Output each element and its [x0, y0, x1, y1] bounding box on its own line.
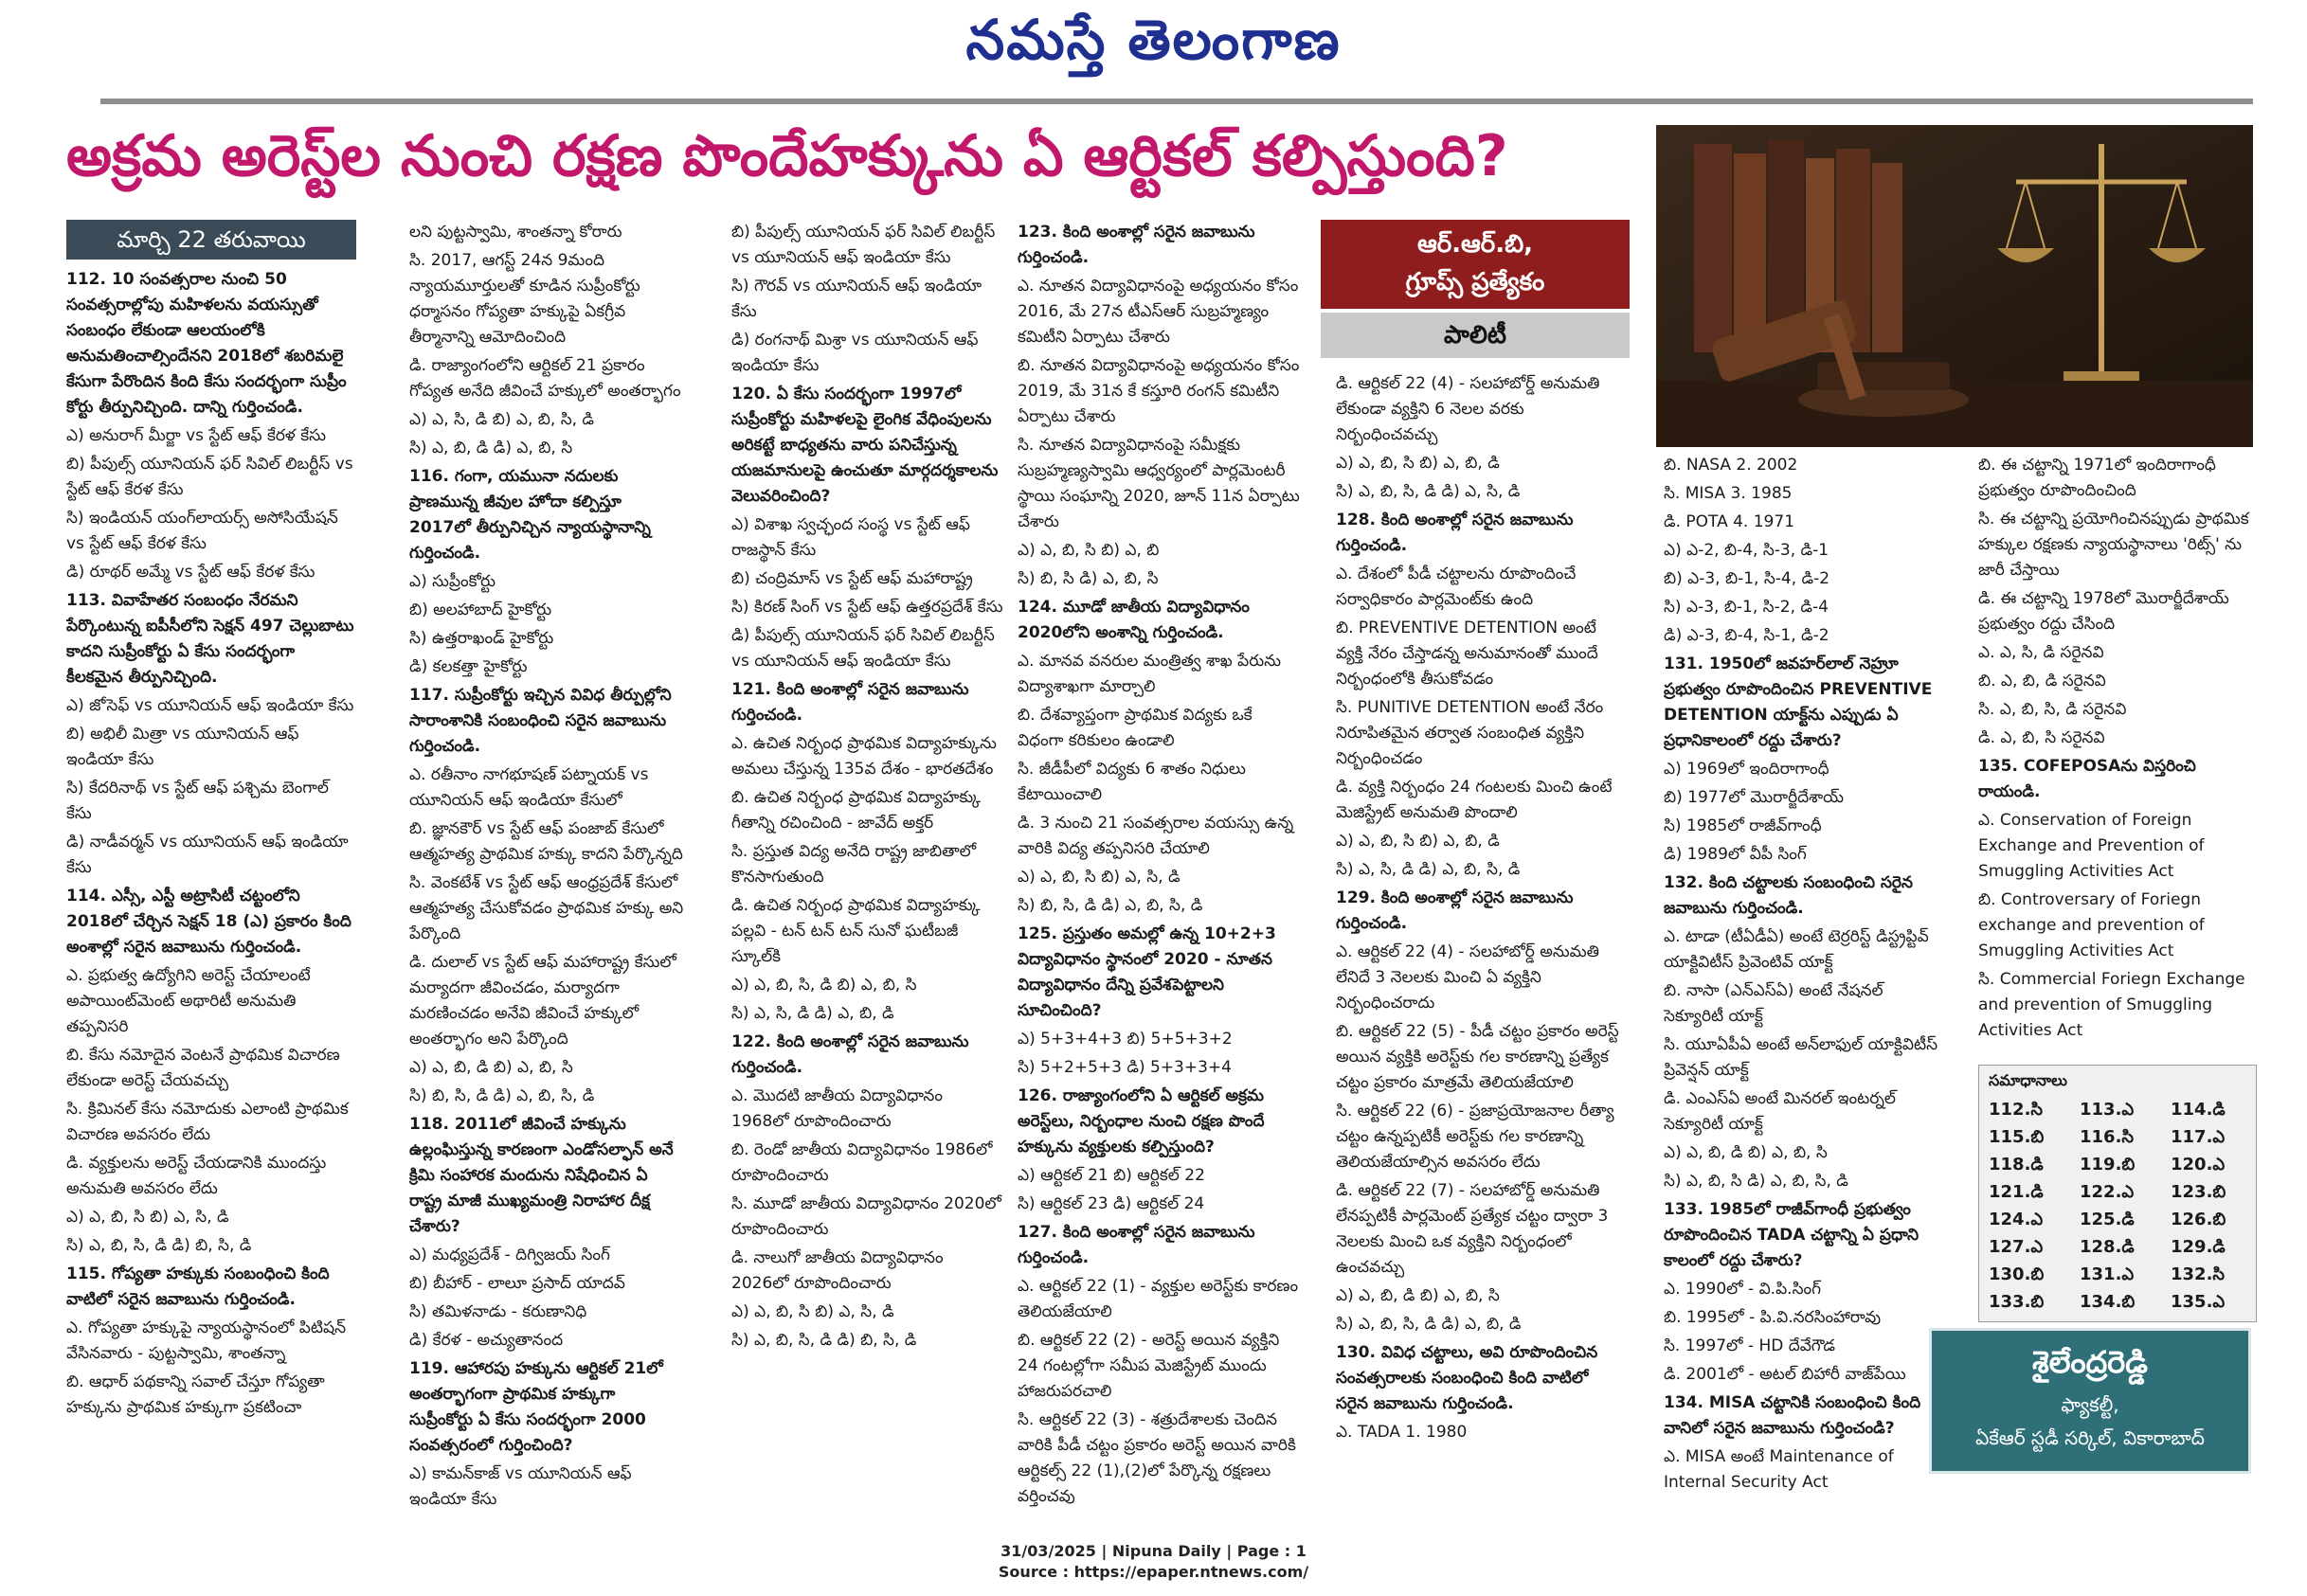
question-text: 120. ఏ కేసు సందర్భంగా 1997లో సుప్రీంకోర్టు మహిళలపై లైంగిక వేధింపులను అరికట్టే బాధ్యతను వారు పనిచేస్తున్న యజమానులపై ఉంచుతూ మార్గదర్శకాలను వెలువరించింది? — [731, 385, 999, 506]
question-text: 124. మూడో జాతీయ విద్యావిధానం 2020లోని అంశాన్ని గుర్తించండి. — [1018, 598, 1250, 642]
masthead — [0, 0, 2307, 95]
option-text: బి. ఆర్టికల్ 22 (2) - అరెస్ట్ అయిన వ్యక్తిని 24 గంటల్లోగా సమీప మెజిస్ట్రేట్ ముందు హాజరుపరచాలి — [1018, 1331, 1280, 1401]
option-text: బి. NASA 2. 2002 — [1664, 456, 1798, 475]
answers-box — [1978, 1065, 2257, 1322]
option-text: సి) బి, సి డి) ఎ, బి, సి — [1018, 569, 1159, 588]
page-headline: అక్రమ అరెస్ట్‌ల నుంచి రక్షణ పొందేహక్కును ఏ ఆర్టికల్ కల్పిస్తుంది? — [66, 123, 1508, 189]
question-text: 135. COFEPOSAను విస్తరించి రాయండి. — [1978, 757, 2196, 801]
answer-item: 117.ఎ — [2171, 1127, 2226, 1147]
option-text: ఎ) ఎ, సి, డి బి) ఎ, బి, సి, డి — [409, 410, 595, 429]
question-text: 118. 2011లో జీవించే హక్కును ఉల్లంఘిస్తున్న కారణంగా ఎండోసల్ఫాన్ అనే క్రిమి సంహారక మందును నిషేధించిన ఏ రాష్ట్ర మాజీ ముఖ్యమంత్రి నిరాహార దీక్ష చేశారు? — [409, 1115, 674, 1236]
answer-item: 124.ఎ — [1989, 1210, 2044, 1229]
option-text: ఎ) ఎ, బి, సి బి) ఎ, సి, డి — [731, 1302, 894, 1321]
option-text: డి. 2001లో - అటల్ బిహారీ వాజ్‌పేయి — [1664, 1365, 1906, 1384]
option-text: డి) ఎ-3, బి-4, సి-1, డి-2 — [1664, 626, 1829, 645]
column-3 — [731, 220, 1004, 1546]
masthead-title: నమస్తే తెలంగాణ — [965, 8, 1342, 72]
option-text: ఎ. 1990లో - వి.పి.సింగ్ — [1664, 1280, 1822, 1299]
option-text: ఎ) విశాఖ స్వచ్ఛంద సంస్థ vs స్టేట్ ఆఫ్ రాజస్థాన్ కేసు — [731, 515, 970, 560]
option-text: డి. ఆర్టికల్ 22 (7) - సలహాబోర్డ్ అనుమతి లేనప్పటికీ పార్లమెంట్ ప్రత్యేక చట్టం ద్వారా 3 నెలలకు మించి ఒక వ్యక్తిని నిర్బంధంలో ఉంచవచ్చు — [1336, 1181, 1609, 1277]
question-text: 132. కింది చట్టాలకు సంబంధించి సరైన జవాబును గుర్తించండి. — [1664, 873, 1913, 918]
question-text: 116. గంగా, యమునా నదులకు ప్రాణమున్న జీవుల హోదా కల్పిస్తూ 2017లో తీర్పునిచ్చిన న్యాయస్థానాన్ని గుర్తించండి. — [409, 467, 651, 563]
column-4 — [1018, 220, 1300, 1546]
option-text: ఎ. దేశంలో పీడీ చట్టాలను రూపొందించే సర్వాధికారం పార్లమెంట్‌కు ఉంది — [1336, 565, 1577, 609]
option-text: ఎ) ఎ, బి, సి బి) ఎ, సి, డి — [1018, 868, 1181, 887]
option-text: ఎ. నూతన విద్యావిధానంపై అధ్యయనం కోసం 2016, మే 27న టీఎస్ఆర్ సుబ్రహ్మణ్యం కమిటీని ఏర్పాటు చేశారు — [1018, 277, 1299, 347]
option-text: సి. యూఏపీఏ అంటే అన్‌లాఫుల్ యాక్టివిటీస్ ప్రివెన్షన్ యాక్ట్ — [1664, 1035, 1938, 1080]
answer-item: 119.బి — [2080, 1155, 2136, 1175]
option-text: సి) ఆర్టికల్ 23 డి) ఆర్టికల్ 24 — [1018, 1194, 1205, 1213]
option-text: డి) రూథర్ అమ్మే vs స్టేట్ ఆఫ్ కేరళ కేసు — [66, 563, 315, 582]
answer-item: 112.సి — [1989, 1100, 2044, 1120]
answer-item: 125.డి — [2080, 1210, 2135, 1229]
option-text: ఎ. ఎ, సి, డి సరైనవి — [1978, 643, 2104, 662]
option-text: బి. నూతన విద్యావిధానంపై అధ్యయనం కోసం 2019, మే 31న కే కస్తూరి రంగన్ కమిటీని ఏర్పాటు చేశారు — [1018, 356, 1300, 426]
question-text: 126. రాజ్యాంగంలోని ఏ ఆర్టికల్ అక్రమ అరెస్ట్‌లు, నిర్బంధాల నుంచి రక్షణ పొందే హక్కును వ్యక్తులకు కల్పిస్తుంది? — [1018, 1086, 1265, 1157]
option-text: బి. ఎ, బి, డి సరైనవి — [1978, 672, 2106, 690]
option-text: ఎ. MISA అంటే Maintenance of Internal Security Act — [1664, 1447, 1894, 1492]
option-text: బి. కేసు నమోదైన వెంటనే ప్రాథమిక విచారణ లేకుండా అరెస్ట్ చేయవచ్చు — [66, 1046, 340, 1090]
section-label: మార్చి 22 తరువాయి — [66, 220, 356, 260]
option-text: డి. ఎ, బి, సి సరైనవి — [1978, 728, 2105, 747]
option-text: సి. 2017, ఆగస్ట్ 24న 9మంది న్యాయమూర్తులతో కూడిన సుప్రీంకోర్టు ధర్మాసనం గోప్యతా హక్కుపై ఏకగ్రీవ తీర్మానాన్ని ఆమోదించింది — [409, 251, 640, 347]
author-box — [1929, 1328, 2251, 1474]
option-text: సి) ఎ, బి, సి, డి డి) బి, సి, డి — [66, 1236, 252, 1255]
option-text: సి) గౌరవ్ vs యూనియన్ ఆఫ్ ఇండియా కేసు — [731, 277, 982, 321]
question-text: 115. గోప్యతా హక్కుకు సంబంధించి కింది వాటిలో సరైన జవాబును గుర్తించండి. — [66, 1264, 330, 1309]
option-text: డి. 3 నుంచి 21 సంవత్సరాల వయస్సు ఉన్న వారికి విద్య తప్పనిసరి చేయాలి — [1018, 814, 1294, 858]
option-text: ఎ. ప్రభుత్వ ఉద్యోగిని అరెస్ట్ చేయాలంటే అపాయింట్‌మెంట్ అథారిటీ అనుమతి తప్పనిసరి — [66, 966, 311, 1036]
answer-item: 118.డి — [1989, 1155, 2044, 1175]
option-text: ఎ) ఎ, బి, సి, డి బి) ఎ, బి, సి — [731, 976, 917, 995]
option-text: బి. PREVENTIVE DETENTION అంటే వ్యక్తి నేరం చేస్తాడన్న అనుమానంతో ముందే నిర్బంధంలోకి తీసుకోవడం — [1336, 619, 1598, 689]
option-text: సి) కేదరినాథ్ vs స్టేట్ ఆఫ్ పశ్చిమ బెంగాల్ కేసు — [66, 779, 329, 823]
answer-item: 121.డి — [1989, 1182, 2044, 1202]
option-text: బి. జ్ఞానకౌర్ vs స్టేట్ ఆఫ్ పంజాబ్ కేసులో ఆత్మహత్య ప్రాథమిక హక్కు కాదని పేర్కొన్నది — [409, 819, 683, 864]
option-text: బి) 1977లో మొరార్జీదేశాయ్ — [1664, 788, 1845, 807]
option-text: సి) 5+2+5+3 డి) 5+3+3+4 — [1018, 1058, 1232, 1077]
option-text: సి) ఎ, బి, సి, డి డి) బి, సి, డి — [731, 1331, 917, 1350]
option-text: సి) ఇండియన్ యంగ్‌లాయర్స్ అసోసియేషన్ vs స్టేట్ ఆఫ్ కేరళ కేసు — [66, 509, 338, 553]
question-text: 117. సుప్రీంకోర్టు ఇచ్చిన వివిధ తీర్పుల్లోని సారాంశానికి సంబంధించి సరైన జవాబును గుర్తించండి. — [409, 686, 672, 756]
option-text: ఎ. మొదటి జాతీయ విద్యావిధానం 1968లో రూపొందించారు — [731, 1086, 943, 1131]
option-text: సి. ఆర్టికల్ 22 (3) - శత్రుదేశాలకు చెందిన వారికి పీడీ చట్టం ప్రకారం అరెస్ట్ అయిన వారికి ఆర్టికల్స్ 22 (1),(2)లో పేర్కొన్న రక్షణలు వర్తించవు — [1018, 1410, 1296, 1506]
option-text: డి. POTA 4. 1971 — [1664, 512, 1795, 531]
option-text: సి. మూడో జాతీయ విద్యావిధానం 2020లో రూపొందించారు — [731, 1194, 1001, 1239]
option-text: సి) ఉత్తరాఖండ్ హైకోర్టు — [409, 629, 554, 648]
option-text: సి) బి, సి, డి డి) ఎ, బి, సి, డి — [409, 1086, 595, 1105]
column-5 — [1336, 371, 1622, 1546]
answer-item: 129.డి — [2171, 1237, 2226, 1257]
hero-image-gavel-scales — [1656, 125, 2253, 447]
answer-item: 128.డి — [2080, 1237, 2135, 1257]
option-text — [1978, 1047, 2255, 1049]
option-text: డి. వ్యక్తి నిర్బంధం 24 గంటలకు మించి ఉంటే మెజిస్ట్రేట్ అనుమతి పొందాలి — [1336, 778, 1613, 822]
option-text: సి. నూతన విద్యావిధానంపై సమీక్షకు సుబ్రహ్మణ్యస్వామి ఆధ్వర్యంలో పార్లమెంటరీ స్థాయి సంఘాన్ని 2020, జూన్ 11న ఏర్పాటు చేశారు — [1018, 436, 1300, 531]
option-text: ఎ) సుప్రీంకోర్టు — [409, 572, 496, 591]
option-text: సి) ఎ, బి, సి, డి డి) ఎ, బి, డి — [1336, 1315, 1522, 1334]
question-text: 130. వివిధ చట్టాలు, అవి రూపొందించిన సంవత్సరాలకు సంబంధించి కింది వాటిలో సరైన జవాబును గుర్తించండి. — [1336, 1343, 1598, 1413]
answer-item: 131.ఎ — [2080, 1264, 2135, 1284]
answer-item: 114.డి — [2171, 1100, 2226, 1120]
question-text: 134. MISA చట్టానికి సంబంధించి కింది వానిలో సరైన జవాబును గుర్తించండి? — [1664, 1393, 1921, 1438]
option-text: బి. ఆధార్ పథకాన్ని సవాల్ చేస్తూ గోప్యతా హక్కును ప్రాథమిక హక్కుగా ప్రకటించా — [66, 1372, 325, 1417]
option-text: ఎ. గోప్యతా హక్కుపై న్యాయస్థానంలో పిటిషన్ వేసినవారు - పుట్టస్వామి, శాంతన్నా — [66, 1318, 347, 1363]
option-text: సి) ఎ, సి, డి డి) ఎ, బి, డి — [731, 1004, 894, 1023]
option-text: సి) ఎ, సి, డి డి) ఎ, బి, సి, డి — [1336, 860, 1521, 879]
answer-item: 133.బి — [1989, 1292, 2045, 1312]
question-text: 131. 1950లో జవహర్‌లాల్ నెహ్రూ ప్రభుత్వం రూపొందించిన PREVENTIVE DETENTION యాక్ట్‌ను ఎప్పుడు ఏ ప్రధానికాలంలో రద్దు చేశారు? — [1664, 655, 1933, 750]
option-text: ఎ) అనురాగ్ మీర్జా vs స్టేట్ ఆఫ్ కేరళ కేసు — [66, 426, 326, 445]
option-text: ఎ) ఎ, బి, సి బి) ఎ, సి, డి — [66, 1208, 229, 1227]
option-text: డి. ఆర్టికల్ 22 (4) - సలహాబోర్డ్ అనుమతి లేకుండా వ్యక్తిని 6 నెలల వరకు నిర్బంధించవచ్చు — [1336, 374, 1600, 444]
option-text: బి) అభిలీ మిత్రా vs యూనియన్ ఆఫ్ ఇండియా కేసు — [66, 725, 299, 769]
option-text: డి) కలకత్తా హైకోర్టు — [409, 657, 528, 676]
option-text: ఎ) 5+3+4+3 బి) 5+5+3+2 — [1018, 1030, 1233, 1049]
answer-item: 127.ఎ — [1989, 1237, 2044, 1257]
option-text: ఎ) ఎ, బి, సి బి) ఎ, బి, డి — [1336, 832, 1500, 851]
answer-item: 126.బి — [2171, 1210, 2226, 1229]
question-text: 123. కింది అంశాల్లో సరైన జవాబును గుర్తించండి. — [1018, 223, 1255, 267]
question-text: 127. కింది అంశాల్లో సరైన జవాబును గుర్తించండి. — [1018, 1223, 1255, 1267]
answer-item: 120.ఎ — [2171, 1155, 2226, 1175]
option-text: డి) 1989లో వీపీ సింగ్ — [1664, 845, 1807, 864]
footer-date-line: 31/03/2025 | Nipuna Daily | Page : 1 — [1000, 1542, 1307, 1560]
column-7 — [1978, 453, 2255, 1049]
option-text: డి. ఈ చట్టాన్ని 1978లో మొరార్జీదేశాయ్ ప్రభుత్వం రద్దు చేసింది — [1978, 589, 2229, 634]
gavel-scales-illustration — [1656, 125, 2253, 447]
answer-item: 123.బి — [2171, 1182, 2226, 1202]
option-text: సి) బి, సి, డి డి) ఎ, బి, సి, డి — [1018, 896, 1203, 915]
option-text: డి. దులాల్ vs స్టేట్ ఆఫ్ మహారాష్ట్ర కేసులో మర్యాదగా జీవించడం, మర్యాదగా మరణించడం అనేవి జీవించే హక్కులో అంతర్భాగం అని పేర్కొంది — [409, 953, 676, 1049]
author-org: ఏకేఆర్ స్టడీ సర్కిల్, వికారాబాద్ — [1975, 1426, 2205, 1449]
option-text: సి. ప్రస్తుత విద్య అనేది రాష్ట్ర జాబితాలో కొనసాగుతుంది — [731, 842, 977, 887]
option-text: ఎ. టాడా (టీఏడీఏ) అంటే టెర్రరిస్ట్ డిస్ట్రప్టివ్ యాక్టివిటీస్ ప్రివెంటివ్ యాక్ట్ — [1664, 927, 1929, 972]
option-text: బి) పీపుల్స్ యూనియన్ ఫర్ సివిల్ లిబర్టీస్ vs స్టేట్ ఆఫ్ కేరళ కేసు — [66, 455, 353, 499]
option-text: బి) చంద్రిమాస్ vs స్టేట్ ఆఫ్ మహారాష్ట్ర — [731, 569, 973, 588]
answer-item: 122.ఎ — [2080, 1182, 2135, 1202]
polity-label: పాలిటీ — [1321, 313, 1630, 358]
option-text: బి. 1995లో - పి.వి.నరసింహారావు — [1664, 1308, 1882, 1327]
option-text: బి) ఎ-3, బి-1, సి-4, డి-2 — [1664, 569, 1830, 588]
option-text: డి) నాడీవర్మన్ vs యూనియన్ ఆఫ్ ఇండియా కేసు — [66, 833, 349, 877]
option-text: సి) తమిళనాడు - కరుణానిధి — [409, 1302, 587, 1321]
option-text: ఎ) ఎ-2, బి-4, సి-3, డి-1 — [1664, 541, 1829, 560]
option-text: సి. ఆర్టికల్ 22 (6) - ప్రజాప్రయోజనాల రీత్యా చట్టం ఉన్నప్పటికీ అరెస్ట్‌కు గల కారణాన్ని తెలియజేయాల్సిన అవసరం లేదు — [1336, 1102, 1614, 1172]
option-text: సి. క్రిమినల్ కేసు నమోదుకు ఎలాంటి ప్రాథమిక విచారణ అవసరం లేదు — [66, 1100, 349, 1144]
option-text: బి. దేశవ్యాప్తంగా ప్రాథమిక విద్యకు ఒకే విధంగా కరికులం ఉండాలి — [1018, 706, 1253, 750]
option-text: బి. ఆర్టికల్ 22 (5) - పీడీ చట్టం ప్రకారం అరెస్ట్ అయిన వ్యక్తికి అరెస్ట్‌కు గల కారణాన్ని ప్రత్యేక చట్టం ప్రకారం మాత్రమే తెలియజేయాలి — [1336, 1022, 1619, 1092]
option-text: సి. ఎ, బి, సి, డి సరైనవి — [1978, 700, 2127, 719]
option-text: సి. PUNITIVE DETENTION అంటే నేరం నిరూపితమైన తర్వాత సంబంధిత వ్యక్తిని నిర్బంధించడం — [1336, 698, 1604, 768]
author-name: శైలేంద్రరెడ్డి — [2032, 1344, 2148, 1380]
option-text: ఎ. రతీనాం నాగభూషణ్ పట్నాయక్ vs యూనియన్ ఆఫ్ ఇండియా కేసులో — [409, 765, 649, 810]
rrb-groups-special-box — [1321, 220, 1630, 309]
option-text: సి. ఈ చట్టాన్ని ప్రయోగించినప్పుడు ప్రాథమిక హక్కుల రక్షణకు న్యాయస్థానాలు 'రిట్స్' ను జారీ చేస్తాయి — [1978, 510, 2249, 580]
answer-item: 135.ఎ — [2171, 1292, 2226, 1312]
option-text: సి. వెంకటేశ్ vs స్టేట్ ఆఫ్ ఆంధ్రప్రదేశ్ కేసులో ఆత్మహత్య చేసుకోవడం ప్రాథమిక హక్కు అని పేర్కొంది — [409, 873, 684, 943]
option-text: ఎ) ఎ, బి, సి బి) ఎ, బి — [1018, 541, 1160, 560]
answer-item: 130.బి — [1989, 1264, 2045, 1284]
option-text: బి) పీపుల్స్ యూనియన్ ఫర్ సివిల్ లిబర్టీస్ vs యూనియన్ ఆఫ్ ఇండియా కేసు — [731, 223, 996, 267]
option-text: ఎ) 1969లో ఇందిరాగాంధీ — [1664, 760, 1829, 779]
option-text: బి. నాసా (ఎన్ఎస్ఏ) అంటే నేషనల్ సెక్యూరిటీ యాక్ట్ — [1664, 981, 1883, 1026]
option-text: ఎ) ఎ, బి, డి బి) ఎ, బి, సి — [409, 1058, 573, 1077]
question-text: 119. ఆహారపు హక్కును ఆర్టికల్ 21లో అంతర్భాగంగా ప్రాథమిక హక్కుగా సుప్రీంకోర్టు ఏ కేసు సందర్భంగా 2000 సంవత్సరంలో గుర్తించింది? — [409, 1359, 663, 1455]
answer-item: 134.బి — [2080, 1292, 2136, 1312]
column-1 — [66, 267, 356, 1546]
option-text: ఎ) ఎ, బి, సి బి) ఎ, బి, డి — [1336, 454, 1500, 473]
option-text: సి. MISA 3. 1985 — [1664, 484, 1793, 503]
option-text: డి. నాలుగో జాతీయ విద్యావిధానం 2026లో రూపొందించారు — [731, 1248, 944, 1293]
rrb-line-1: ఆర్.ఆర్.బి, — [1416, 230, 1533, 259]
option-text: ఎ. ఆర్టికల్ 22 (1) - వ్యక్తుల అరెస్ట్‌కు కారణం తెలియజేయాలి — [1018, 1277, 1299, 1321]
option-text: సి) కిరణ్ సింగ్ vs స్టేట్ ఆఫ్ ఉత్తరప్రదేశ్ కేసు — [731, 598, 1003, 617]
answers-title: సమాధానాలు — [1989, 1071, 2067, 1089]
option-text: సి) ఎ-3, బి-1, సి-2, డి-4 — [1664, 598, 1829, 617]
option-text: బి. ఉచిత నిర్బంధ ప్రాథమిక విద్యాహక్కు గీతాన్ని రచించింది - జావేద్ అక్తర్ — [731, 788, 982, 833]
option-text: ఎ) మధ్యప్రదేశ్ - దిగ్విజయ్ సింగ్ — [409, 1246, 610, 1264]
option-text: ఎ. మానవ వనరుల మంత్రిత్వ శాఖ పేరును విద్యాశాఖగా మార్చాలి — [1018, 652, 1282, 696]
question-text: 133. 1985లో రాజీవ్‌గాంధీ ప్రభుత్వం రూపొందించిన TADA చట్టాన్ని ఏ ప్రధాని కాలంలో రద్దు చేశారు? — [1664, 1200, 1919, 1270]
option-text: డి. ఎంఎస్ఏ అంటే మినరల్ ఇంటర్నల్ సెక్యూరిటీ యాక్ట్ — [1664, 1089, 1896, 1134]
column-2 — [409, 220, 684, 1546]
answer-item: 115.బి — [1989, 1127, 2045, 1147]
option-text: సి) ఎ, బి, సి డి) ఎ, బి, సి, డి — [1664, 1172, 1848, 1191]
option-text: సి. 1997లో - HD దేవేగౌడ — [1664, 1336, 1835, 1355]
footer-source-line: Source : https://epaper.ntnews.com/ — [998, 1563, 1309, 1581]
option-text: బి. Controversary of Foriegn exchange and prevention of Smuggling Activities Act — [1978, 890, 2205, 960]
rrb-line-2: గ్రూప్స్ ప్రత్యేకం — [1405, 268, 1545, 296]
answer-item: 132.సి — [2171, 1264, 2226, 1284]
option-text: డి. రాజ్యాంగంలోని ఆర్టికల్ 21 ప్రకారం గోప్యత అనేది జీవించే హక్కులో అంతర్భాగం — [409, 356, 681, 401]
column-6 — [1664, 453, 1948, 1542]
option-text: సి) ఎ, బి, డి డి) ఎ, బి, సి — [409, 439, 573, 457]
option-text: బి) అలహాబాద్ హైకోర్టు — [409, 601, 552, 619]
option-text: బి) బీహార్ - లాలూ ప్రసాద్ యాదవ్ — [409, 1274, 625, 1293]
option-text: ఎ. ఆర్టికల్ 22 (4) - సలహాబోర్డ్ అనుమతి లేనిదే 3 నెలలకు మించి ఏ వ్యక్తిని నిర్బంధించరాదు — [1336, 942, 1599, 1013]
author-role: ఫ్యాకల్టీ, — [2061, 1393, 2119, 1416]
option-text: సి) ఎ, బి, సి, డి డి) ఎ, సి, డి — [1336, 482, 1521, 501]
answer-item: 116.సి — [2080, 1127, 2135, 1147]
option-text: ఎ. ఉచిత నిర్బంధ ప్రాథమిక విద్యాహక్కును అమలు చేస్తున్న 135వ దేశం - భారతదేశం — [731, 734, 997, 779]
option-text: ఎ) జోసెఫ్ vs యూనియన్ ఆఫ్ ఇండియా కేసు — [66, 696, 354, 715]
option-text: డి) పీపుల్స్ యూనియన్ ఫర్ సివిల్ లిబర్టీస్ vs యూనియన్ ఆఫ్ ఇండియా కేసు — [731, 626, 995, 671]
question-text: 121. కింది అంశాల్లో సరైన జవాబును గుర్తించండి. — [731, 680, 969, 725]
answer-item: 113.ఎ — [2080, 1100, 2135, 1120]
option-text: ఎ. Conservation of Foreign Exchange and Prevention of Smuggling Activities Act — [1978, 811, 2205, 881]
option-text: బి. ఈ చట్టాన్ని 1971లో ఇందిరాగాంధీ ప్రభుత్వం రూపొందించింది — [1978, 456, 2216, 500]
option-text: సి. జీడీపీలో విద్యకు 6 శాతం నిధులు కేటాయించాలి — [1018, 760, 1246, 804]
top-rule — [100, 99, 2253, 104]
option-text: సి. Commercial Foriegn Exchange and prevention of Smuggling Activities Act — [1978, 970, 2245, 1040]
option-text: ఎ) ఎ, బి, డి బి) ఎ, బి, సి — [1664, 1143, 1828, 1162]
question-text: 113. వివాహేతర సంబంధం నేరమని పేర్కొంటున్న ఐపీసీలోని సెక్షన్ 497 చెల్లుబాటు కాదని సుప్రీంకోర్టు ఏ కేసు సందర్భంగా కీలకమైన తీర్పునిచ్చింది. — [66, 591, 354, 687]
question-text: 128. కింది అంశాల్లో సరైన జవాబును గుర్తించండి. — [1336, 511, 1574, 555]
option-text: ఎ) ఆర్టికల్ 21 బి) ఆర్టికల్ 22 — [1018, 1166, 1205, 1185]
question-text: 129. కింది అంశాల్లో సరైన జవాబును గుర్తించండి. — [1336, 888, 1574, 933]
option-text: డి. ఉచిత నిర్బంధ ప్రాథమిక విద్యాహక్కు పల్లవి - టన్ టన్ టన్ సునో ఘటీబజీ స్కూల్‌కి — [731, 896, 981, 966]
question-text: 122. కింది అంశాల్లో సరైన జవాబును గుర్తించండి. — [731, 1032, 969, 1077]
question-text: 114. ఎస్సీ, ఎస్టీ అట్రాసిటీ చట్టంలోని 2018లో చేర్చిన సెక్షన్ 18 (ఎ) ప్రకారం కింది అంశాల్లో సరైన జవాబును గుర్తించండి. — [66, 887, 351, 957]
option-text: డి) కేరళ - అచ్యుతానంద — [409, 1331, 564, 1350]
option-text: ఎ. TADA 1. 1980 — [1336, 1423, 1468, 1442]
option-text: ఎ) ఎ, బి, డి బి) ఎ, బి, సి — [1336, 1286, 1500, 1305]
question-text: 112. 10 సంవత్సరాల నుంచి 50 సంవత్సరాల్లోపు మహిళలను వయస్సుతో సంబంధం లేకుండా ఆలయంలోకి అనుమతించాల్సిందేనని 2018లో శబరిమలై కేసుగా పేరొందిన కింది కేసు సందర్భంగా సుప్రీం కోర్టు తీర్పునిచ్చింది. దాన్ని గుర్తించండి. — [66, 270, 347, 417]
option-text: బి. రెండో జాతీయ విద్యావిధానం 1986లో రూపొందించారు — [731, 1140, 993, 1185]
option-text: ఎ) కామన్‌కాజ్ vs యూనియన్ ఆఫ్ ఇండియా కేసు — [409, 1464, 632, 1509]
option-text: డి. వ్యక్తులను అరెస్ట్ చేయడానికి ముందస్తు అనుమతి అవసరం లేదు — [66, 1154, 327, 1198]
option-text: లని పుట్టస్వామి, శాంతన్నా కోరారు — [409, 223, 622, 242]
question-text: 125. ప్రస్తుతం అమల్లో ఉన్న 10+2+3 విద్యావిధానం స్థానంలో 2020 - నూతన విద్యావిధానం దేన్ని ప్రవేశపెట్టాలని సూచించింది? — [1018, 924, 1276, 1020]
option-text: డి) రంగనాథ్ మిశ్రా vs యూనియన్ ఆఫ్ ఇండియా కేసు — [731, 331, 979, 375]
option-text: సి) 1985లో రాజీవ్‌గాంధీ — [1664, 816, 1822, 835]
